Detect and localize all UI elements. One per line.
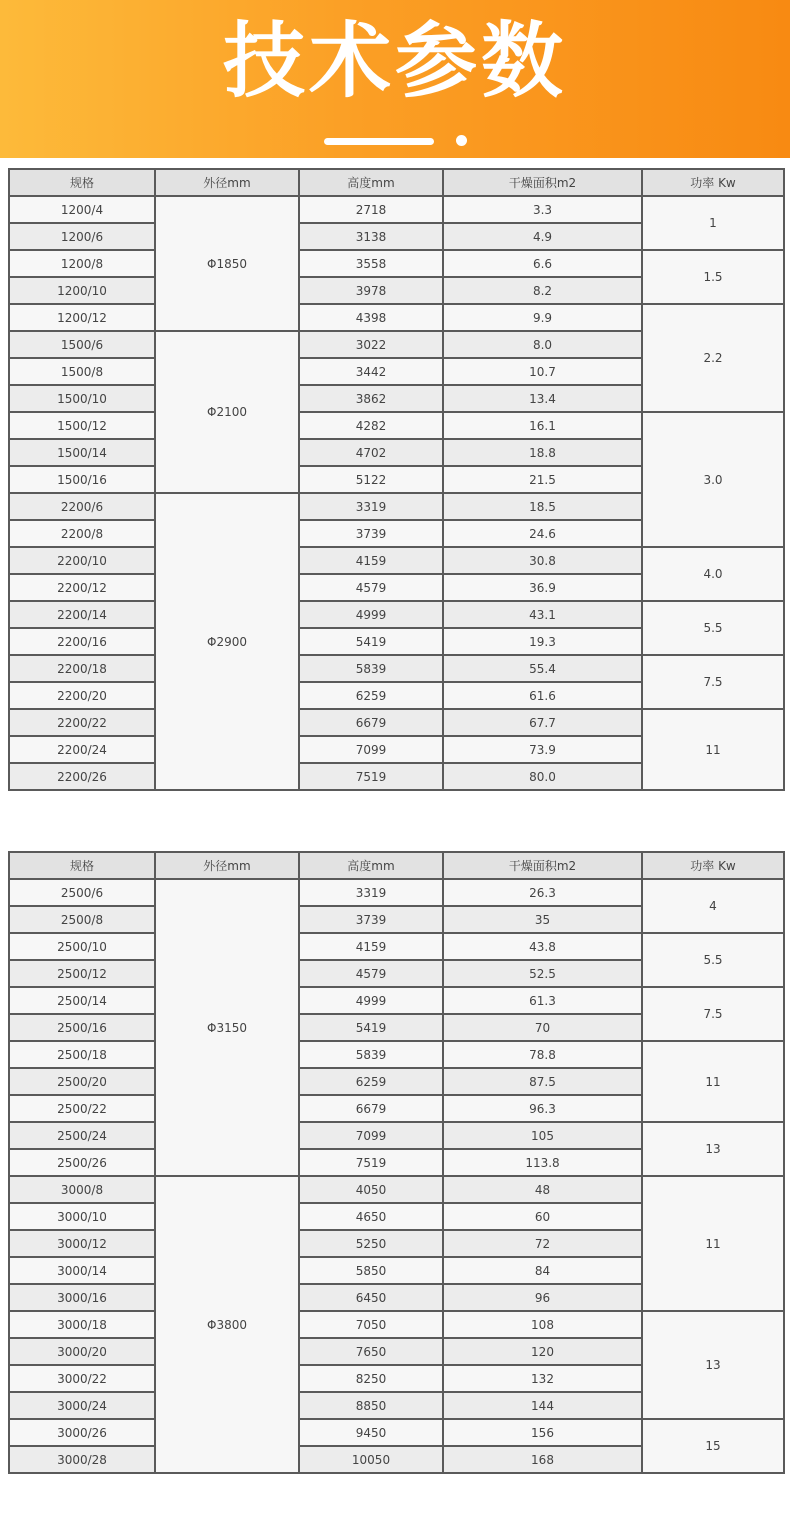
model-cell: 2200/10: [9, 547, 155, 574]
diameter-cell: Φ1850: [155, 196, 299, 331]
drying-area-cell: 105: [443, 1122, 642, 1149]
table-row: [9, 709, 784, 736]
drying-area-cell: 6.6: [443, 250, 642, 277]
header-drying-area: 干燥面积m2: [443, 852, 642, 879]
model-cell: 2200/26: [9, 763, 155, 790]
drying-area-cell: 61.3: [443, 987, 642, 1014]
header-height: 高度mm: [299, 169, 443, 196]
header-power: 功率 Kw: [642, 169, 784, 196]
height-cell: 4999: [299, 987, 443, 1014]
height-cell: 3138: [299, 223, 443, 250]
height-cell: 6259: [299, 682, 443, 709]
drying-area-cell: 80.0: [443, 763, 642, 790]
header-power: 功率 Kw: [642, 852, 784, 879]
table-row: [9, 655, 784, 682]
height-cell: 4579: [299, 960, 443, 987]
height-cell: 7650: [299, 1338, 443, 1365]
power-cell: 11: [642, 1176, 784, 1311]
drying-area-cell: 60: [443, 1203, 642, 1230]
height-cell: 4702: [299, 439, 443, 466]
drying-area-cell: 144: [443, 1392, 642, 1419]
drying-area-cell: 19.3: [443, 628, 642, 655]
height-cell: 4398: [299, 304, 443, 331]
table-row: [9, 1122, 784, 1149]
height-cell: 6450: [299, 1284, 443, 1311]
table-row: [9, 1311, 784, 1338]
model-cell: 2500/12: [9, 960, 155, 987]
spec-table-1: [8, 168, 785, 791]
model-cell: 3000/22: [9, 1365, 155, 1392]
table-row: [9, 412, 784, 439]
header-diameter: 外径mm: [155, 169, 299, 196]
drying-area-cell: 10.7: [443, 358, 642, 385]
drying-area-cell: 30.8: [443, 547, 642, 574]
power-cell: 2.2: [642, 304, 784, 412]
header-diameter: 外径mm: [155, 852, 299, 879]
height-cell: 4159: [299, 933, 443, 960]
height-cell: 5250: [299, 1230, 443, 1257]
drying-area-cell: 43.1: [443, 601, 642, 628]
drying-area-cell: 87.5: [443, 1068, 642, 1095]
model-cell: 3000/16: [9, 1284, 155, 1311]
power-cell: 11: [642, 709, 784, 790]
height-cell: 9450: [299, 1419, 443, 1446]
model-cell: 2500/6: [9, 879, 155, 906]
banner-underline: [324, 138, 434, 145]
model-cell: 1200/8: [9, 250, 155, 277]
height-cell: 3319: [299, 493, 443, 520]
model-cell: 2200/20: [9, 682, 155, 709]
table-row: [9, 601, 784, 628]
model-cell: 2500/14: [9, 987, 155, 1014]
height-cell: 5850: [299, 1257, 443, 1284]
drying-area-cell: 132: [443, 1365, 642, 1392]
height-cell: 7050: [299, 1311, 443, 1338]
drying-area-cell: 36.9: [443, 574, 642, 601]
model-cell: 2200/6: [9, 493, 155, 520]
model-cell: 2200/8: [9, 520, 155, 547]
model-cell: 3000/24: [9, 1392, 155, 1419]
table-row: [9, 1419, 784, 1446]
height-cell: 7519: [299, 1149, 443, 1176]
drying-area-cell: 8.2: [443, 277, 642, 304]
header-model: 规格: [9, 852, 155, 879]
drying-area-cell: 24.6: [443, 520, 642, 547]
model-cell: 2200/24: [9, 736, 155, 763]
model-cell: 1500/8: [9, 358, 155, 385]
power-cell: 13: [642, 1122, 784, 1176]
drying-area-cell: 4.9: [443, 223, 642, 250]
height-cell: 5419: [299, 1014, 443, 1041]
height-cell: 2718: [299, 196, 443, 223]
model-cell: 3000/20: [9, 1338, 155, 1365]
drying-area-cell: 35: [443, 906, 642, 933]
power-cell: 1.5: [642, 250, 784, 304]
model-cell: 2500/18: [9, 1041, 155, 1068]
drying-area-cell: 21.5: [443, 466, 642, 493]
model-cell: 2500/20: [9, 1068, 155, 1095]
table-header-row: [9, 169, 784, 196]
header-model: 规格: [9, 169, 155, 196]
model-cell: 1500/10: [9, 385, 155, 412]
height-cell: 4650: [299, 1203, 443, 1230]
model-cell: 2200/16: [9, 628, 155, 655]
spec-table-2: [8, 851, 785, 1474]
drying-area-cell: 48: [443, 1176, 642, 1203]
model-cell: 2200/22: [9, 709, 155, 736]
height-cell: 3739: [299, 906, 443, 933]
height-cell: 10050: [299, 1446, 443, 1473]
model-cell: 1200/4: [9, 196, 155, 223]
height-cell: 8250: [299, 1365, 443, 1392]
height-cell: 7519: [299, 763, 443, 790]
model-cell: 3000/8: [9, 1176, 155, 1203]
table-row: [9, 196, 784, 223]
model-cell: 3000/28: [9, 1446, 155, 1473]
height-cell: 5839: [299, 655, 443, 682]
height-cell: 5419: [299, 628, 443, 655]
height-cell: 4282: [299, 412, 443, 439]
model-cell: 2200/14: [9, 601, 155, 628]
power-cell: 4: [642, 879, 784, 933]
drying-area-cell: 16.1: [443, 412, 642, 439]
model-cell: 2500/8: [9, 906, 155, 933]
drying-area-cell: 113.8: [443, 1149, 642, 1176]
diameter-cell: Φ3800: [155, 1176, 299, 1473]
table-row: [9, 304, 784, 331]
drying-area-cell: 3.3: [443, 196, 642, 223]
drying-area-cell: 18.8: [443, 439, 642, 466]
power-cell: 5.5: [642, 933, 784, 987]
drying-area-cell: 55.4: [443, 655, 642, 682]
drying-area-cell: 18.5: [443, 493, 642, 520]
height-cell: 3442: [299, 358, 443, 385]
model-cell: 3000/26: [9, 1419, 155, 1446]
height-cell: 4999: [299, 601, 443, 628]
model-cell: 1500/16: [9, 466, 155, 493]
drying-area-cell: 108: [443, 1311, 642, 1338]
model-cell: 2500/24: [9, 1122, 155, 1149]
table-row: [9, 250, 784, 277]
model-cell: 2500/10: [9, 933, 155, 960]
model-cell: 1500/14: [9, 439, 155, 466]
power-cell: 4.0: [642, 547, 784, 601]
drying-area-cell: 156: [443, 1419, 642, 1446]
drying-area-cell: 168: [443, 1446, 642, 1473]
height-cell: 3862: [299, 385, 443, 412]
height-cell: 8850: [299, 1392, 443, 1419]
model-cell: 3000/10: [9, 1203, 155, 1230]
power-cell: 13: [642, 1311, 784, 1419]
drying-area-cell: 67.7: [443, 709, 642, 736]
model-cell: 1200/6: [9, 223, 155, 250]
power-cell: 7.5: [642, 987, 784, 1041]
height-cell: 4159: [299, 547, 443, 574]
power-cell: 3.0: [642, 412, 784, 547]
header-height: 高度mm: [299, 852, 443, 879]
height-cell: 4579: [299, 574, 443, 601]
power-cell: 7.5: [642, 655, 784, 709]
height-cell: 6679: [299, 709, 443, 736]
drying-area-cell: 9.9: [443, 304, 642, 331]
table-row: [9, 933, 784, 960]
height-cell: 3739: [299, 520, 443, 547]
power-cell: 1: [642, 196, 784, 250]
height-cell: 3558: [299, 250, 443, 277]
drying-area-cell: 43.8: [443, 933, 642, 960]
banner: [0, 0, 790, 158]
page-title: 技术参数: [222, 14, 567, 109]
diameter-cell: Φ3150: [155, 879, 299, 1176]
model-cell: 2500/22: [9, 1095, 155, 1122]
drying-area-cell: 78.8: [443, 1041, 642, 1068]
height-cell: 7099: [299, 1122, 443, 1149]
height-cell: 3022: [299, 331, 443, 358]
drying-area-cell: 84: [443, 1257, 642, 1284]
table-row: [9, 1041, 784, 1068]
model-cell: 1500/12: [9, 412, 155, 439]
drying-area-cell: 61.6: [443, 682, 642, 709]
model-cell: 1200/12: [9, 304, 155, 331]
height-cell: 3319: [299, 879, 443, 906]
power-cell: 11: [642, 1041, 784, 1122]
drying-area-cell: 120: [443, 1338, 642, 1365]
drying-area-cell: 52.5: [443, 960, 642, 987]
drying-area-cell: 72: [443, 1230, 642, 1257]
table-header-row: [9, 852, 784, 879]
table-row: [9, 987, 784, 1014]
table-row: [9, 1176, 784, 1203]
height-cell: 3978: [299, 277, 443, 304]
table-row: [9, 547, 784, 574]
diameter-cell: Φ2900: [155, 493, 299, 790]
model-cell: 1200/10: [9, 277, 155, 304]
height-cell: 4050: [299, 1176, 443, 1203]
drying-area-cell: 13.4: [443, 385, 642, 412]
model-cell: 2200/12: [9, 574, 155, 601]
drying-area-cell: 26.3: [443, 879, 642, 906]
height-cell: 7099: [299, 736, 443, 763]
height-cell: 5122: [299, 466, 443, 493]
height-cell: 5839: [299, 1041, 443, 1068]
drying-area-cell: 70: [443, 1014, 642, 1041]
model-cell: 3000/12: [9, 1230, 155, 1257]
drying-area-cell: 8.0: [443, 331, 642, 358]
table-row: [9, 879, 784, 906]
model-cell: 2200/18: [9, 655, 155, 682]
power-cell: 15: [642, 1419, 784, 1473]
height-cell: 6679: [299, 1095, 443, 1122]
banner-dot: [456, 135, 467, 146]
model-cell: 1500/6: [9, 331, 155, 358]
model-cell: 3000/18: [9, 1311, 155, 1338]
drying-area-cell: 73.9: [443, 736, 642, 763]
height-cell: 6259: [299, 1068, 443, 1095]
model-cell: 3000/14: [9, 1257, 155, 1284]
diameter-cell: Φ2100: [155, 331, 299, 493]
power-cell: 5.5: [642, 601, 784, 655]
model-cell: 2500/16: [9, 1014, 155, 1041]
header-drying-area: 干燥面积m2: [443, 169, 642, 196]
drying-area-cell: 96.3: [443, 1095, 642, 1122]
model-cell: 2500/26: [9, 1149, 155, 1176]
drying-area-cell: 96: [443, 1284, 642, 1311]
